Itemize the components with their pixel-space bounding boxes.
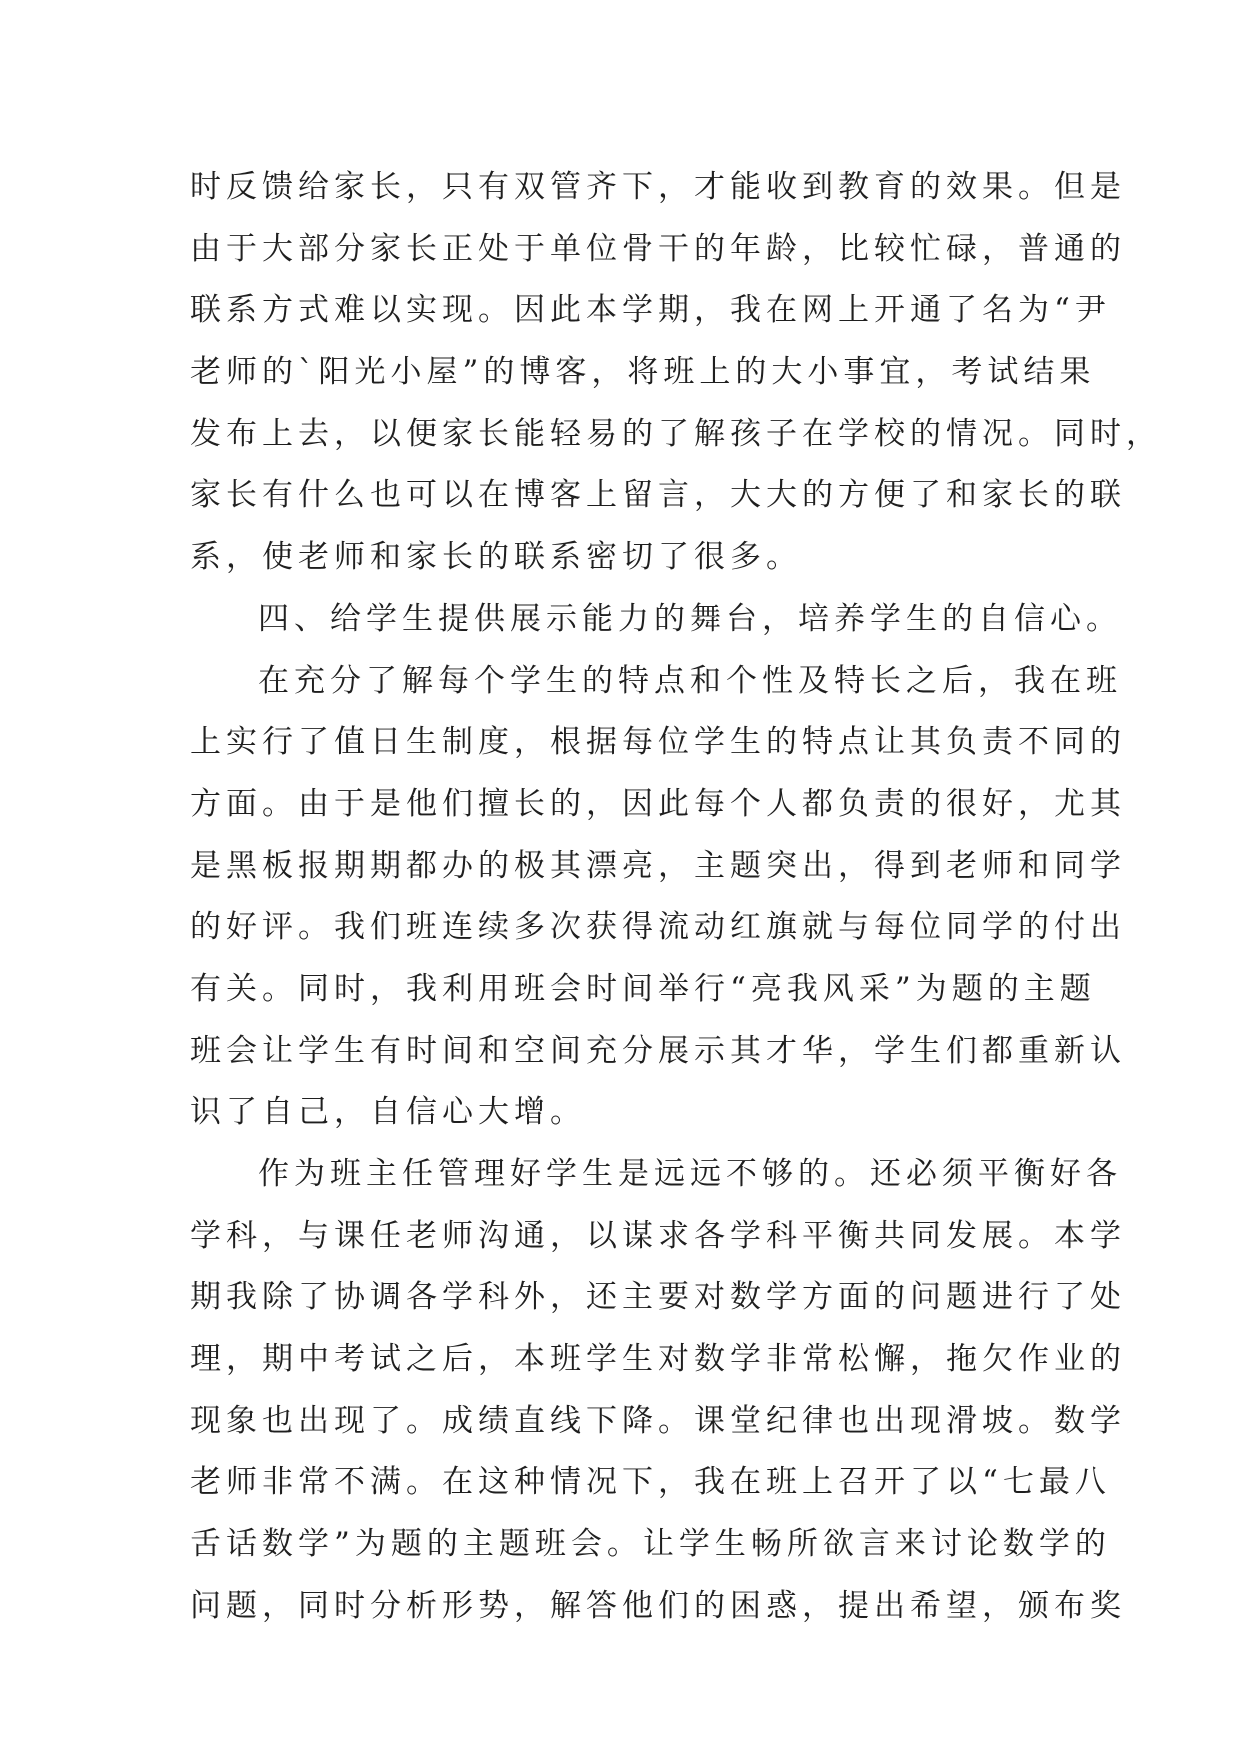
text-line: 上实行了值日生制度，根据每位学生的特点让其负责不同的: [190, 724, 1126, 761]
text-line: 四、给学生提供展示能力的舞台，培养学生的自信心。: [258, 600, 1122, 637]
text-line: 学科，与课任老师沟通，以谋求各学科平衡共同发展。本学: [190, 1217, 1126, 1254]
text-line: 现象也出现了。成绩直线下降。课堂纪律也出现滑坡。数学: [190, 1402, 1126, 1439]
text-line: 舌话数学”为题的主题班会。让学生畅所欲言来讨论数学的: [190, 1526, 1111, 1563]
text-line: 发布上去，以便家长能轻易的了解孩子在学校的情况。同时，: [190, 415, 1162, 452]
body-text: [190, 157, 1162, 1638]
text-line: 联系方式难以实现。因此本学期，我在网上开通了名为“尹: [190, 292, 1111, 329]
text-line: 在充分了解每个学生的特点和个性及特长之后，我在班: [258, 662, 1122, 699]
text-line: 由于大部分家长正处于单位骨干的年龄，比较忙碌，普通的: [190, 230, 1126, 267]
text-line: 识了自己，自信心大增。: [190, 1094, 586, 1131]
text-line: 方面。由于是他们擅长的，因此每个人都负责的很好，尤其: [190, 785, 1126, 822]
text-line: 有关。同时，我利用班会时间举行“亮我风采”为题的主题: [190, 970, 1096, 1007]
text-line: 家长有什么也可以在博客上留言，大大的方便了和家长的联: [190, 477, 1126, 514]
text-line: 期我除了协调各学科外，还主要对数学方面的问题进行了处: [190, 1279, 1126, 1316]
text-line: 班会让学生有时间和空间充分展示其才华，学生们都重新认: [190, 1032, 1126, 1069]
text-line: 的好评。我们班连续多次获得流动红旗就与每位同学的付出: [190, 909, 1126, 946]
text-line: 问题，同时分析形势，解答他们的困惑，提出希望，颁布奖: [190, 1587, 1126, 1624]
text-line: 理，期中考试之后，本班学生对数学非常松懈，拖欠作业的: [190, 1341, 1126, 1378]
text-line: 老师非常不满。在这种情况下，我在班上召开了以“七最八: [190, 1464, 1111, 1501]
text-line: 老师的`阳光小屋”的博客，将班上的大小事宜，考试结果: [190, 354, 1096, 391]
text-line: 作为班主任管理好学生是远远不够的。还必须平衡好各: [258, 1156, 1122, 1192]
text-line: 是黑板报期期都办的极其漂亮，主题突出，得到老师和同学: [190, 847, 1126, 884]
text-line: 时反馈给家长，只有双管齐下，才能收到教育的效果。但是: [190, 169, 1126, 205]
text-line: 系，使老师和家长的联系密切了很多。: [190, 539, 802, 576]
